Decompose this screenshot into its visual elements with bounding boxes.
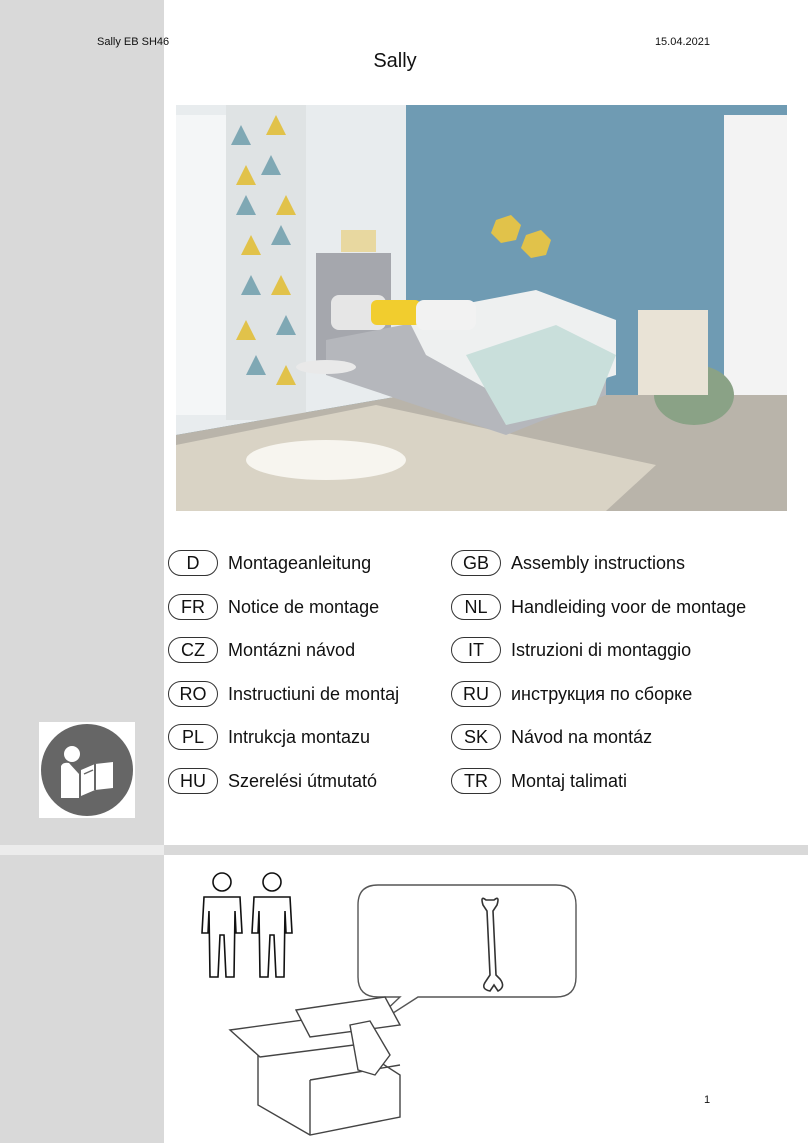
read-manual-icon — [39, 722, 135, 818]
language-label: Notice de montage — [228, 596, 380, 617]
document-code: Sally EB SH46 — [97, 36, 170, 48]
language-label: Assembly instructions — [511, 552, 686, 573]
language-code-badge: GB — [451, 550, 501, 576]
language-item — [451, 722, 652, 752]
language-code-badge: HU — [168, 768, 218, 794]
language-code-badge: IT — [451, 637, 501, 663]
language-code-badge: PL — [168, 724, 218, 750]
language-code-badge: FR — [168, 594, 218, 620]
language-label: Montázni návod — [228, 639, 356, 660]
language-label: Szerelési útmutató — [228, 770, 378, 791]
page-number: 1 — [704, 1094, 711, 1106]
language-label: инструкция по сборке — [511, 683, 693, 704]
language-item — [168, 548, 371, 578]
language-label: Montageanleitung — [228, 552, 372, 573]
divider-left — [0, 845, 164, 855]
language-label: Návod na montáz — [511, 726, 653, 747]
language-code-badge: TR — [451, 768, 501, 794]
two-persons-icon — [202, 873, 292, 977]
product-photo — [176, 105, 787, 511]
language-code-badge: RO — [168, 681, 218, 707]
document-date: 15.04.2021 — [654, 36, 710, 48]
language-code-badge: CZ — [168, 637, 218, 663]
language-item — [451, 548, 685, 578]
left-sidebar-band — [0, 0, 164, 1143]
language-code-badge: RU — [451, 681, 501, 707]
language-item — [168, 722, 370, 752]
language-item — [168, 592, 379, 622]
language-item — [168, 635, 355, 665]
language-item — [451, 635, 691, 665]
language-code-badge: SK — [451, 724, 501, 750]
product-title: Sally — [373, 50, 417, 72]
language-code-badge: D — [168, 550, 218, 576]
language-label: Handleiding voor de montage — [511, 596, 747, 617]
language-item — [451, 592, 746, 622]
assembly-requirements-figure — [190, 865, 610, 1140]
language-label: Istruzioni di montaggio — [511, 639, 692, 660]
language-item — [451, 679, 692, 709]
language-label: Instructiuni de montaj — [228, 683, 400, 704]
language-item — [168, 766, 377, 796]
language-label: Montaj talimati — [511, 770, 628, 791]
language-item — [168, 679, 399, 709]
language-item — [451, 766, 627, 796]
language-label: Intrukcja montazu — [228, 726, 371, 747]
section-divider — [164, 845, 808, 855]
toolbox-icon — [230, 997, 400, 1135]
language-code-badge: NL — [451, 594, 501, 620]
